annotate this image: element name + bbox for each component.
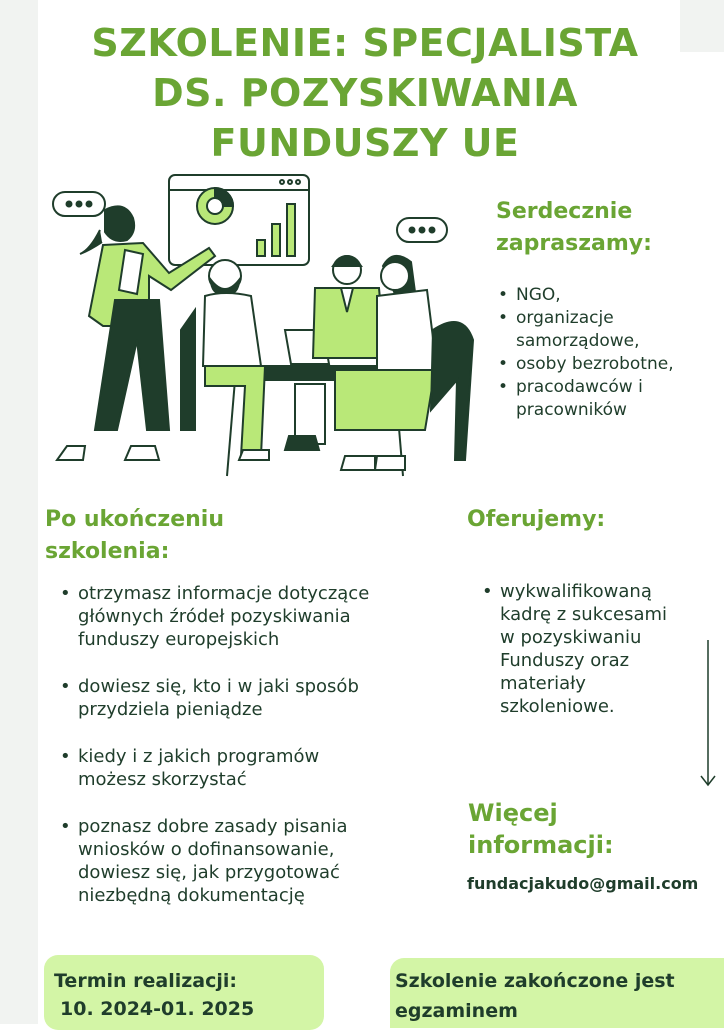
list-item: • poznasz dobre zasady pisania wniosków o dofinansowanie, dowiesz się, jak przygotować niezbędną dokumentację xyxy=(60,815,390,907)
invite-heading xyxy=(496,196,711,260)
list-item: • pracodawców i pracowników xyxy=(498,376,713,422)
exam-line-2: egzaminem xyxy=(395,1000,518,1022)
title-line-1: SZKOLENIE: SPECJALISTA xyxy=(91,21,639,65)
contact-heading xyxy=(468,797,708,861)
exam-box xyxy=(390,958,724,1028)
arrow-down-icon xyxy=(700,640,716,788)
list-item: • NGO, xyxy=(498,284,713,307)
list-item: • otrzymasz informacje dotyczące głównych źródeł pozyskiwania funduszy europejskich xyxy=(60,582,390,651)
list-item: • kiedy i z jakich programów możesz skorzystać xyxy=(60,745,390,791)
benefits-heading-line-2: szkolenia: xyxy=(45,539,170,564)
invite-heading-line-1: Serdecznie xyxy=(496,199,633,224)
contact-heading-line-2: informacji: xyxy=(468,831,614,859)
invite-list xyxy=(498,284,713,422)
benefits-list xyxy=(60,582,390,931)
page-title xyxy=(40,18,690,168)
benefits-heading xyxy=(45,504,345,568)
contact-email[interactable]: fundacjakudo@gmail.com xyxy=(467,874,699,893)
term-box xyxy=(44,955,324,1030)
presentation-board-icon xyxy=(169,175,309,265)
offer-heading: Oferujemy: xyxy=(467,507,606,532)
contact-heading-line-1: Więcej xyxy=(468,799,558,827)
list-item: • organizacje samorządowe, xyxy=(498,307,713,353)
title-line-2: DS. POZYSKIWANIA xyxy=(152,71,578,115)
invite-heading-line-2: zapraszamy: xyxy=(496,231,652,256)
exam-line-1: Szkolenie zakończone jest xyxy=(395,970,675,992)
list-item: • dowiesz się, kto i w jaki sposób przydziela pieniądze xyxy=(60,675,390,721)
term-label: Termin realizacji: xyxy=(54,970,238,992)
list-item: • osoby bezrobotne, xyxy=(498,353,713,376)
benefits-heading-line-1: Po ukończeniu xyxy=(45,507,225,532)
list-item: • wykwalifikowaną kadrę z sukcesami w pozyskiwaniu Funduszy oraz materiały szkoleniowe. xyxy=(482,580,682,718)
term-dates: 10. 2024-01. 2025 xyxy=(60,998,255,1020)
background-left-strip xyxy=(0,0,38,1024)
offer-list xyxy=(482,580,682,718)
team-meeting-illustration xyxy=(45,170,475,490)
title-line-3: FUNDUSZY UE xyxy=(210,121,520,165)
seated-man-figure xyxy=(181,260,269,460)
